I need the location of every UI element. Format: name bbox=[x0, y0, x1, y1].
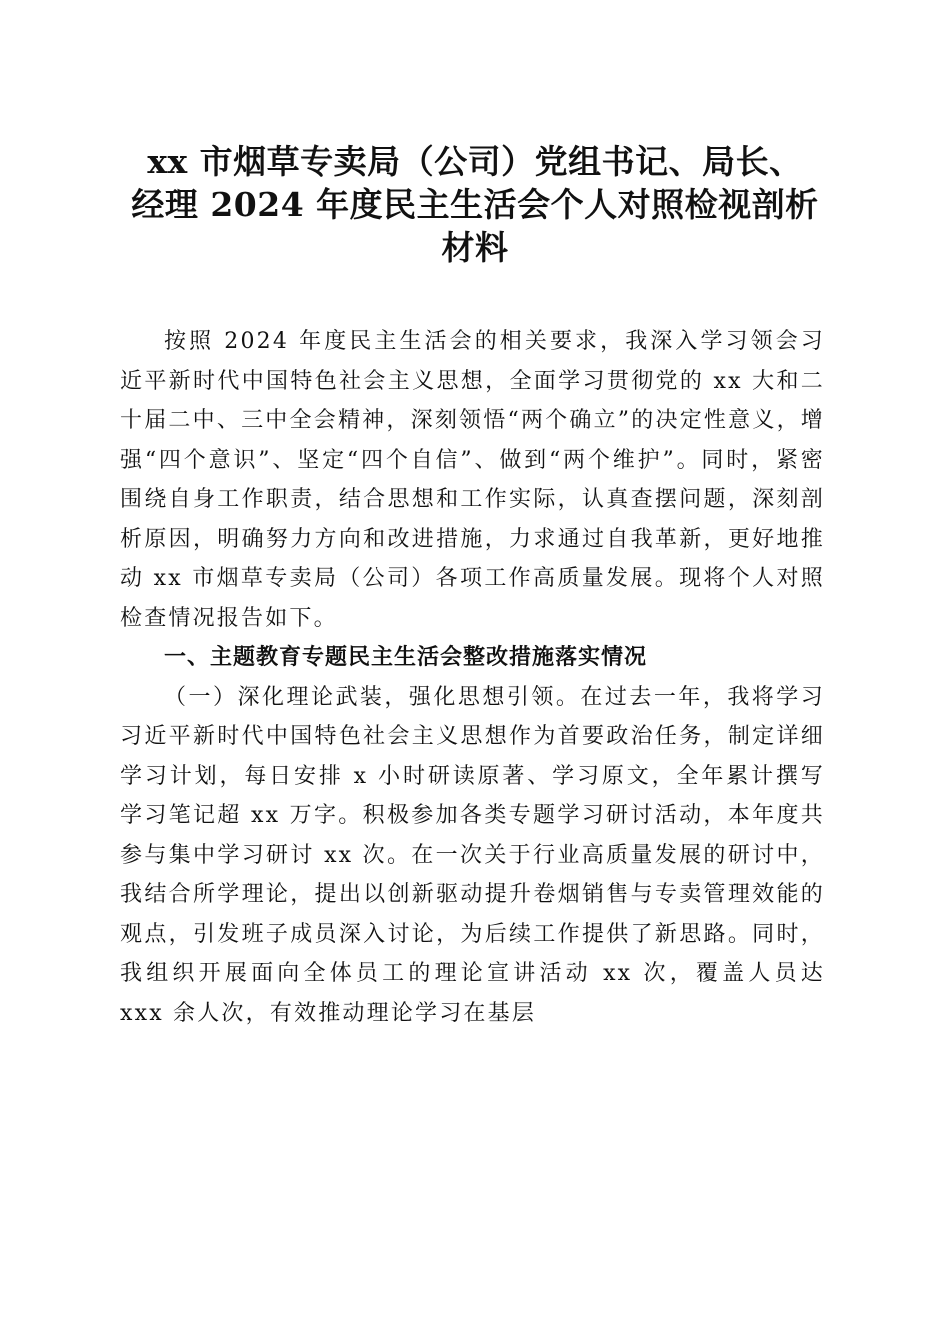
title-line-2: 经理 2024 年度民主生活会个人对照检视剖析 bbox=[131, 185, 819, 224]
section-heading: 一、主题教育专题民主生活会整改措施落实情况 bbox=[164, 645, 648, 670]
intro-paragraph: 按照 2024 年度民主生活会的相关要求，我深入学习领会习近平新时代中国特色社会主义思想，全面学习贯彻党的 xx 大和二十届二中、三中全会精神，深刻领悟“两个确立”的决定性意义，增强“四个意识”、坚定“四个自信”、做到“两个维护”。同时，紧密围绕自身工作职责，结合思想和工作实际，认真查摆问题，深刻剖析原因，明确努力方向和改进措施，力求通过自我革新，更好地推动 xx 市烟草专卖局（公司）各项工作高质量发展。现将个人对照检查情况报告如下。 bbox=[120, 329, 825, 631]
title-line-3: 材料 bbox=[441, 228, 509, 267]
document-body bbox=[120, 322, 825, 1033]
document-title bbox=[100, 140, 850, 269]
title-line-1: xx 市烟草专卖局（公司）党组书记、局长、 bbox=[147, 142, 803, 181]
subsection-paragraph: （一）深化理论武装，强化思想引领。在过去一年，我将学习习近平新时代中国特色社会主义思想作为首要政治任务，制定详细学习计划，每日安排 x 小时研读原著、学习原文，全年累计撰写学习笔记超 xx 万字。积极参加各类专题学习研讨活动，本年度共参与集中学习研讨 xx 次。在一次关于行业高质量发展的研讨中，我结合所学理论，提出以创新驱动提升卷烟销售与专卖管理效能的观点，引发班子成员深入讨论，为后续工作提供了新思路。同时，我组织开展面向全体员工的理论宣讲活动 xx 次，覆盖人员达 xxx 余人次，有效推动理论学习在基层 bbox=[120, 684, 825, 1026]
